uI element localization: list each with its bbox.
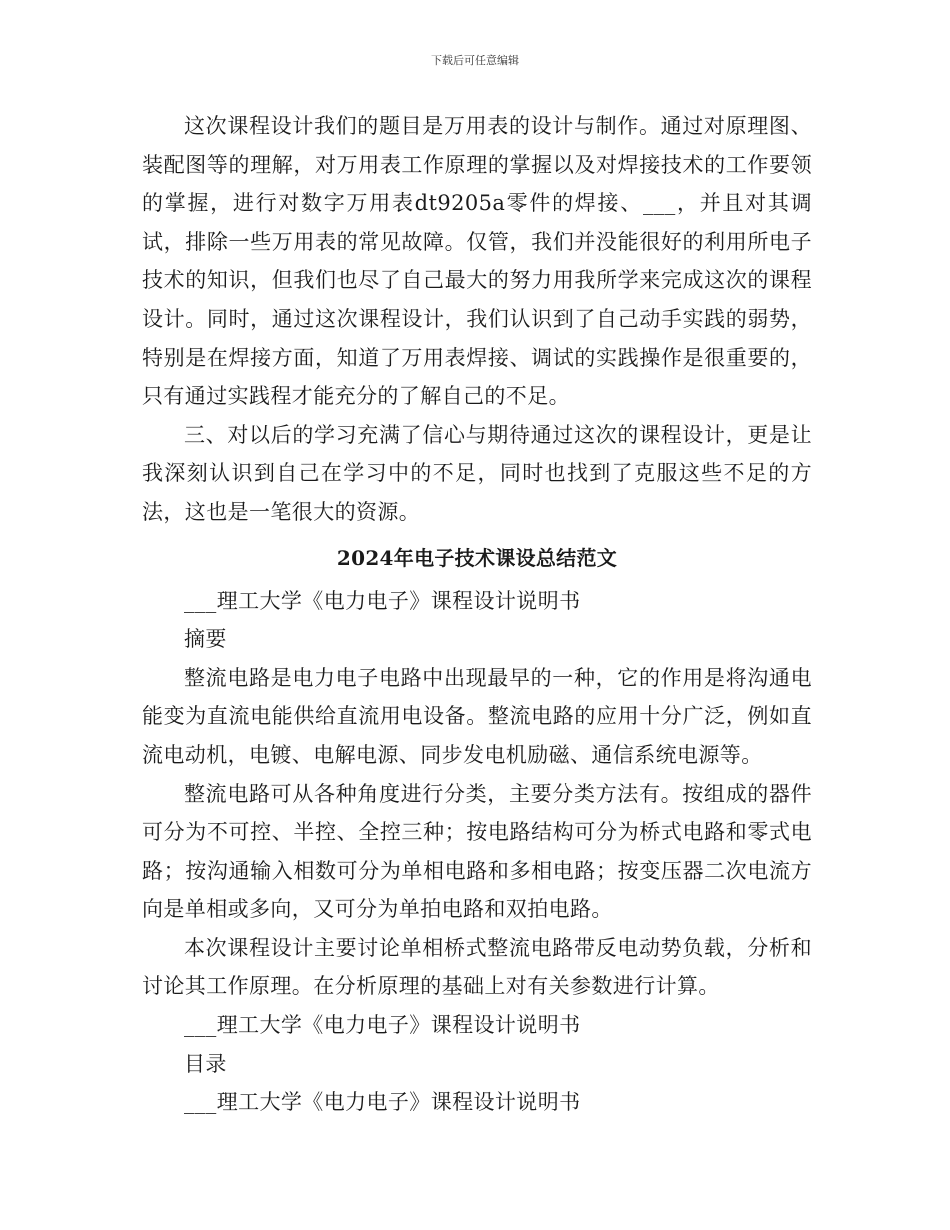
paragraph-rectifier-intro: 整流电路是电力电子电路中出现最早的一种，它的作用是将沟通电能变为直流电能供给直流用电设备。整流电路的应用十分广泛，例如直流电动机，电镀、电解电源、同步发电机励磁、通信系统电源等。 <box>142 665 812 767</box>
toc-heading: 目录 <box>184 1051 227 1076</box>
document-subtitle: ___理工大学《电力电子》课程设计说明书 <box>184 588 581 613</box>
abstract-heading: 摘要 <box>184 627 227 652</box>
page-header-note: 下载后可任意编辑 <box>431 54 519 67</box>
document-body <box>142 107 812 1122</box>
section-title: 2024年电子技术课设总结范文 <box>336 545 618 570</box>
paragraph-design-scope: 本次课程设计主要讨论单相桥式整流电路带反电动势负载，分析和讨论其工作原理。在分析原理的基础上对有关参数进行计算。 <box>142 935 812 999</box>
document-subtitle-repeat-2: ___理工大学《电力电子》课程设计说明书 <box>184 1090 581 1115</box>
document-subtitle-repeat: ___理工大学《电力电子》课程设计说明书 <box>184 1013 581 1038</box>
paragraph-confidence: 三、对以后的学习充满了信心与期待通过这次的课程设计，更是让我深刻认识到自己在学习中的不足，同时也找到了克服这些不足的方法，这也是一笔很大的资源。 <box>142 422 812 524</box>
paragraph-rectifier-classification: 整流电路可从各种角度进行分类，主要分类方法有。按组成的器件可分为不可控、半控、全控三种；按电路结构可分为桥式电路和零式电路；按沟通输入相数可分为单相电路和多相电路；按变压器二次电流方向是单相或多向，又可分为单拍电路和双拍电路。 <box>142 781 812 922</box>
paragraph-course-summary: 这次课程设计我们的题目是万用表的设计与制作。通过对原理图、装配图等的理解，对万用表工作原理的掌握以及对焊接技术的工作要领的掌握，进行对数字万用表dt9205a零件的焊接、___，并且对其调试，排除一些万用表的常见故障。仅管，我们并没能很好的利用所电子技术的知识，但我们也尽了自己最大的努力用我所学来完成这次的课程设计。同时，通过这次课程设计，我们认识到了自己动手实践的弱势，特别是在焊接方面，知道了万用表焊接、调试的实践操作是很重要的，只有通过实践程才能充分的了解自己的不足。 <box>142 114 812 409</box>
